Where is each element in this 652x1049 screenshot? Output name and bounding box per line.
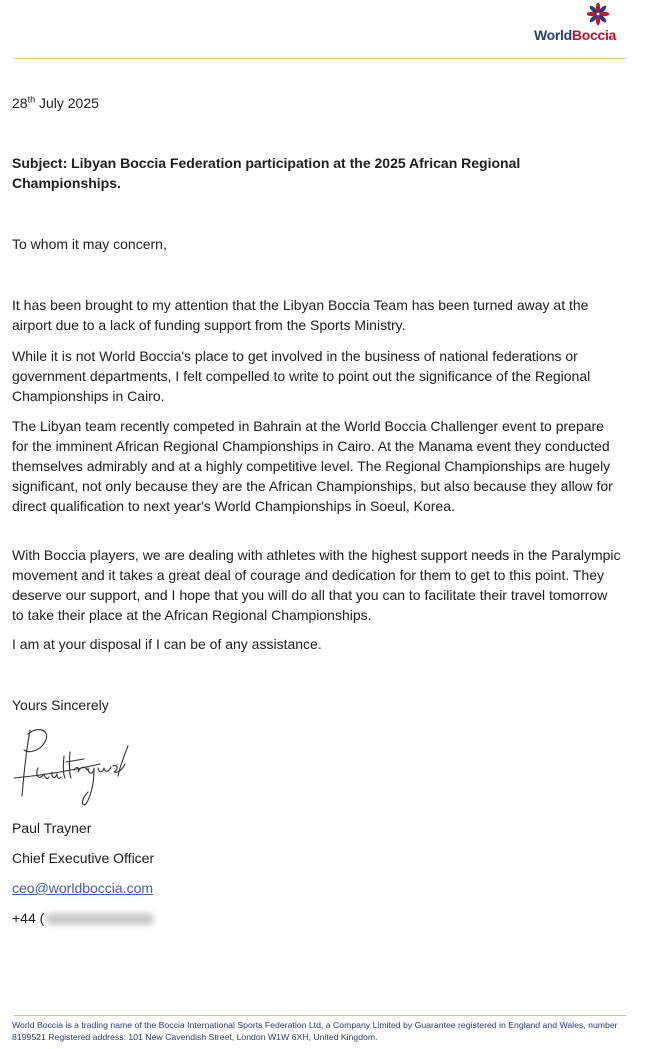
- footer-legal-text: World Boccia is a trading name of the Boccia International Sports Federation Ltd, a Company Limited by Guarantee registered in England and Wales, number 8199521 Registered address: 101 New Cavendish Street, London W1W 6XH, United Kingdom.: [12, 1020, 618, 1042]
- handwritten-signature: [8, 722, 133, 808]
- letter-subject: Subject: Libyan Boccia Federation participation at the 2025 African Regional Championships.: [12, 155, 521, 191]
- email-link[interactable]: ceo@worldboccia.com: [12, 880, 154, 896]
- body-paragraph-2: While it is not World Boccia's place to get involved in the business of national federations or government departments, I felt compelled to write to point out the significance of the Regional Championships in Cairo.: [12, 348, 591, 404]
- date-day: 28: [12, 95, 28, 111]
- date-suffix: th: [27, 94, 36, 105]
- letter-closing: Yours Sincerely: [12, 697, 109, 713]
- body-paragraph-3: The Libyan team recently competed in Bahrain at the World Boccia Challenger event to prepare for the imminent African Regional Championships in Cairo. At the Manama event they conducted themselves admirably and at a highly competitive level. The Regional Championships are hugely significant, not only because they are the African Championships, but also because they allow for direct qualification to next year's World Championships in Soeul, Korea.: [12, 418, 613, 514]
- body-paragraph-4: With Boccia players, we are dealing with athletes with the highest support needs in the Paralympic movement and it takes a great deal of courage and dedication for them to get to this point. They deserve our support, and I hope that you will do all that you can to facilitate their travel tomorrow to take their place at the African Regional Championships.: [12, 547, 621, 623]
- header-divider: [14, 58, 626, 59]
- phone-number: [12, 908, 622, 928]
- body-paragraph-1: It has been brought to my attention that the Libyan Boccia Team has been turned away at the airport due to a lack of funding support from the Sports Ministry.: [12, 297, 589, 333]
- letter-date: [12, 93, 622, 113]
- signatory-title: Chief Executive Officer: [12, 850, 155, 866]
- world-boccia-logo: [534, 2, 626, 46]
- signatory-name: Paul Trayner: [12, 820, 92, 836]
- phone-prefix: +44 (: [12, 910, 45, 926]
- logo-word-world: World: [534, 27, 572, 43]
- world-boccia-emblem-icon: [586, 2, 610, 26]
- letter-greeting: To whom it may concern,: [12, 236, 167, 252]
- logo-wordmark: [534, 27, 616, 43]
- date-month-year: July 2025: [35, 95, 99, 111]
- redacted-phone-number: [46, 913, 154, 925]
- body-paragraph-5: I am at your disposal if I can be of any assistance.: [12, 636, 322, 652]
- footer-divider: [14, 1015, 626, 1016]
- logo-word-boccia: Boccia: [571, 27, 617, 43]
